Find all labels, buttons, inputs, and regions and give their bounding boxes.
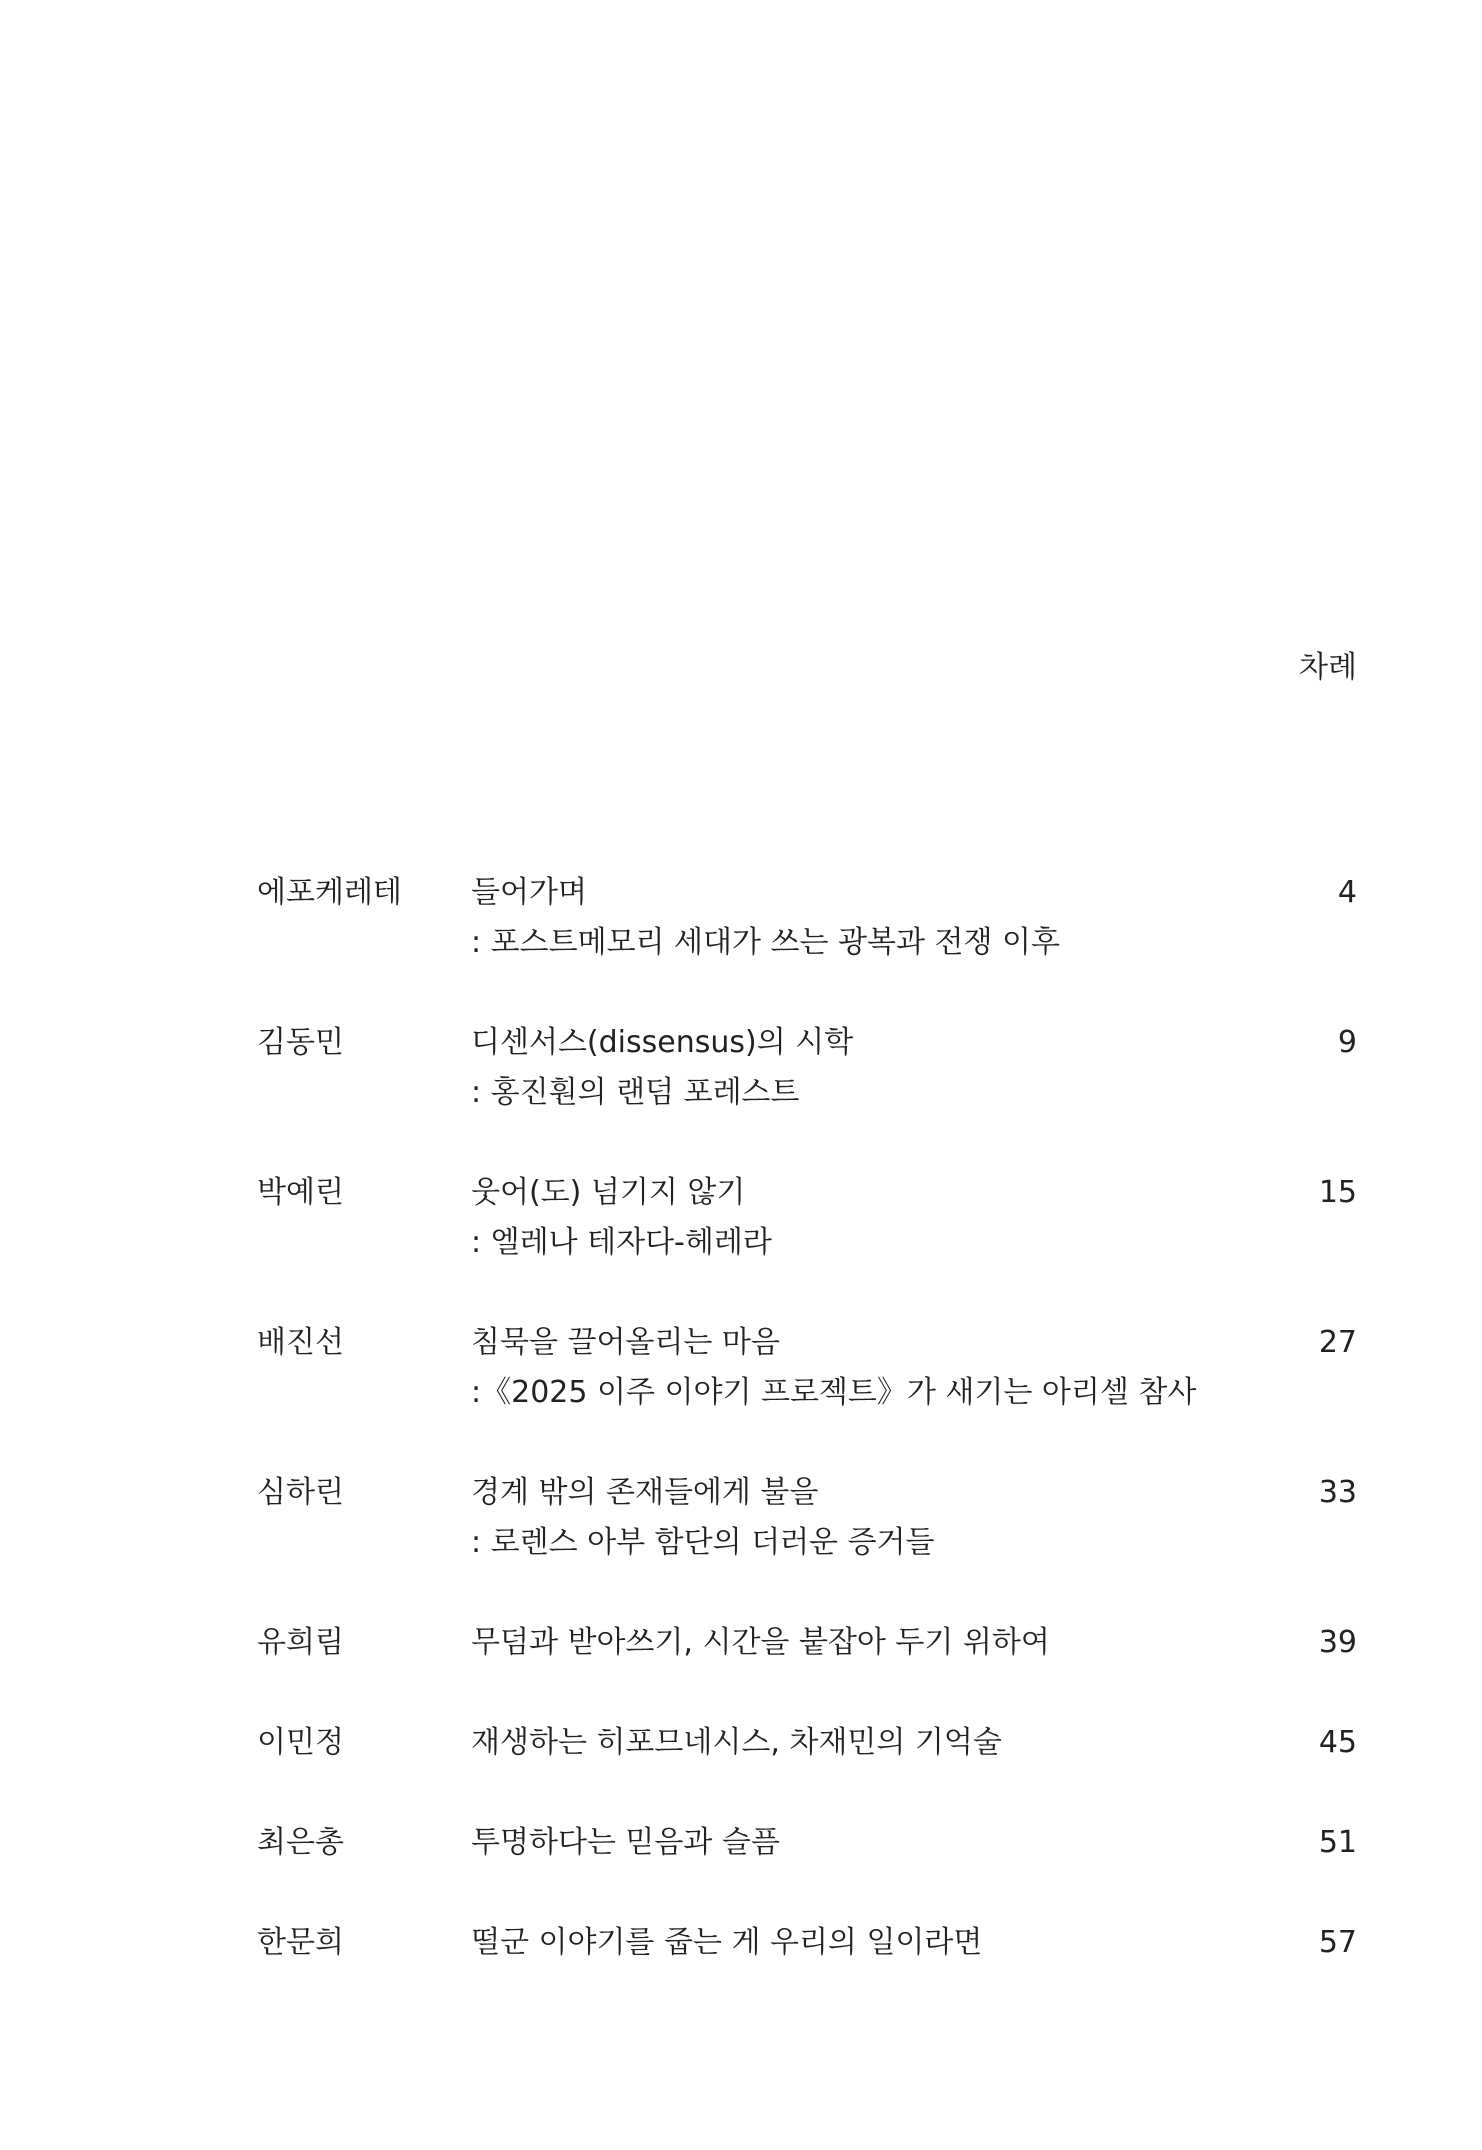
entry-titles [471, 1618, 1050, 1668]
entry-subtitle: :《2025 이주 이야기 프로젝트》가 새기는 아리셀 참사 [471, 1375, 1197, 1410]
entry-titles [471, 1718, 1002, 1768]
entry-author: 박예린 [257, 1175, 344, 1210]
entry-title: 재생하는 히포므네시스, 차재민의 기억술 [471, 1725, 1002, 1760]
entry-page-number: 45 [1318, 1725, 1357, 1760]
entry-author: 김동민 [257, 1025, 344, 1060]
entry-page-number: 33 [1318, 1475, 1357, 1510]
entry-titles [471, 1918, 982, 1968]
entry-titles [471, 868, 1060, 968]
entry-title: 들어가며 [471, 875, 587, 910]
entry-page-number: 4 [1337, 875, 1357, 910]
entry-titles [471, 1018, 853, 1118]
entry-titles [471, 1168, 772, 1268]
entry-title: 웃어(도) 넘기지 않기 [471, 1175, 746, 1210]
entry-author: 한문희 [257, 1925, 344, 1960]
entry-subtitle: : 엘레나 테자다-헤레라 [471, 1225, 772, 1260]
entry-page-number: 51 [1318, 1825, 1357, 1860]
entry-subtitle: : 홍진훤의 랜덤 포레스트 [471, 1075, 800, 1110]
entry-author: 최은총 [257, 1825, 344, 1860]
entry-author: 배진선 [257, 1325, 344, 1360]
entry-author: 심하린 [257, 1475, 344, 1510]
entry-author: 이민정 [257, 1725, 344, 1760]
entry-author: 에포케레테 [257, 875, 402, 910]
entry-page-number: 9 [1337, 1025, 1357, 1060]
entry-titles [471, 1318, 1196, 1418]
entry-titles [471, 1468, 935, 1568]
entry-page-number: 57 [1318, 1925, 1357, 1960]
entry-page-number: 15 [1318, 1175, 1357, 1210]
entry-page-number: 27 [1318, 1325, 1357, 1360]
entry-subtitle: : 로렌스 아부 함단의 더러운 증거들 [471, 1525, 935, 1560]
entry-titles [471, 1818, 780, 1868]
entry-title: 투명하다는 믿음과 슬픔 [471, 1825, 780, 1860]
toc-heading: 차례 [1299, 650, 1357, 685]
entry-title: 침묵을 끌어올리는 마음 [471, 1325, 780, 1360]
entry-subtitle: : 포스트메모리 세대가 쓰는 광복과 전쟁 이후 [471, 925, 1060, 960]
entry-page-number: 39 [1318, 1625, 1357, 1660]
entry-title: 디센서스(dissensus)의 시학 [471, 1025, 854, 1060]
entry-title: 경계 밖의 존재들에게 불을 [471, 1475, 819, 1510]
entry-title: 떨군 이야기를 줍는 게 우리의 일이라면 [471, 1925, 983, 1960]
entry-title: 무덤과 받아쓰기, 시간을 붙잡아 두기 위하여 [471, 1625, 1050, 1660]
entry-author: 유희림 [257, 1625, 344, 1660]
